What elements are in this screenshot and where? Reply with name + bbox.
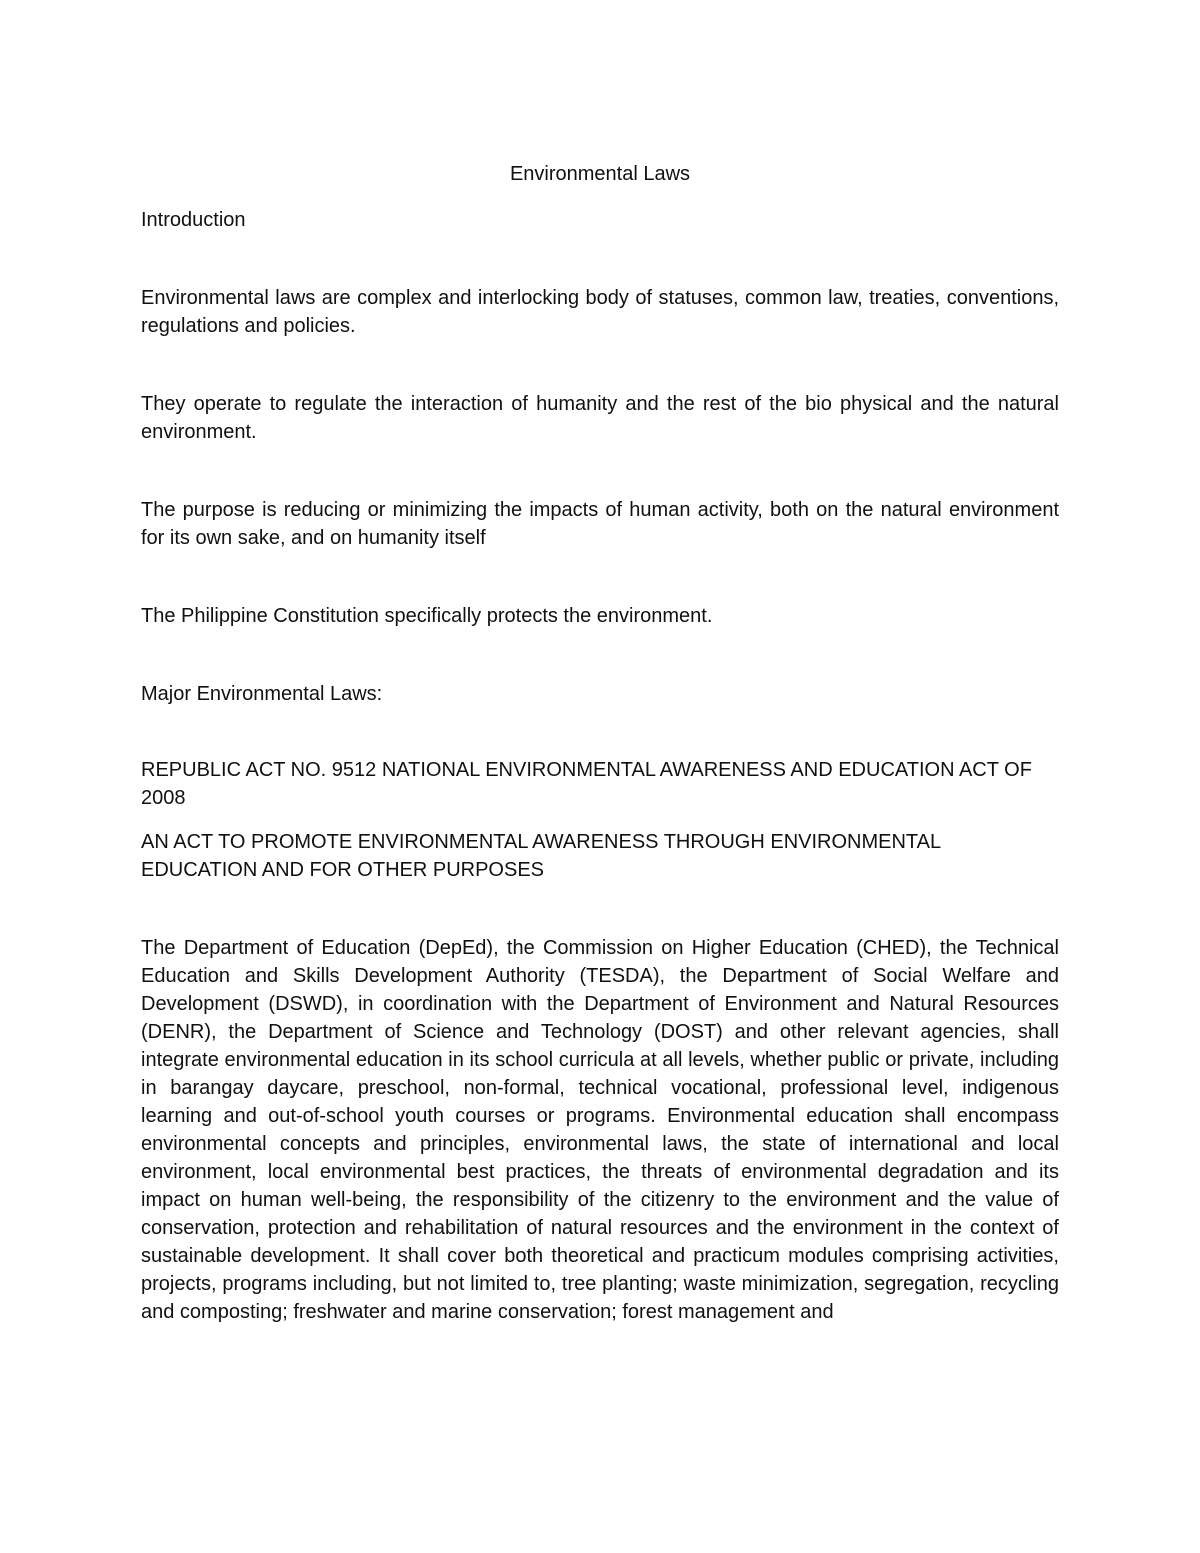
- document-title: Environmental Laws: [509, 163, 691, 185]
- act-title: REPUBLIC ACT NO. 9512 NATIONAL ENVIRONMENTAL AWARENESS AND EDUCATION ACT OF 2008: [141, 759, 1032, 809]
- major-laws-heading: Major Environmental Laws:: [141, 683, 383, 705]
- paragraph-definition: Environmental laws are complex and interlocking body of statuses, common law, treaties, conventions, regulations and policies.: [141, 287, 1059, 337]
- intro-heading: Introduction: [141, 209, 246, 231]
- document-page: [141, 160, 1059, 1326]
- paragraph-operation: They operate to regulate the interaction of humanity and the rest of the bio physical and the natural environment.: [141, 393, 1059, 443]
- paragraph-constitution: The Philippine Constitution specifically protects the environment.: [141, 605, 713, 627]
- act-subtitle: AN ACT TO PROMOTE ENVIRONMENTAL AWARENESS THROUGH ENVIRONMENTAL EDUCATION AND FOR OTHER PURPOSES: [141, 831, 941, 881]
- act-body-paragraph: The Department of Education (DepEd), the Commission on Higher Education (CHED), the Technical Education and Skills Development Authority (TESDA), the Department of Social Welfare and Development (DSWD), in coordination with the Department of Environment and Natural Resources (DENR), the Department of Science and Technology (DOST) and other relevant agencies, shall integrate environmental education in its school curricula at all levels, whether public or private, including in barangay daycare, preschool, non-formal, technical vocational, professional level, indigenous learning and out-of-school youth courses or programs. Environmental education shall encompass environmental concepts and principles, environmental laws, the state of international and local environment, local environmental best practices, the threats of environmental degradation and its impact on human well-being, the responsibility of the citizenry to the environment and the value of conservation, protection and rehabilitation of natural resources and the environment in the context of sustainable development. It shall cover both theoretical and practicum modules comprising activities, projects, programs including, but not limited to, tree planting; waste minimization, segregation, recycling and composting; freshwater and marine conservation; forest management and: [141, 937, 1059, 1323]
- paragraph-purpose: The purpose is reducing or minimizing the impacts of human activity, both on the natural environment for its own sake, and on humanity itself: [141, 499, 1059, 549]
